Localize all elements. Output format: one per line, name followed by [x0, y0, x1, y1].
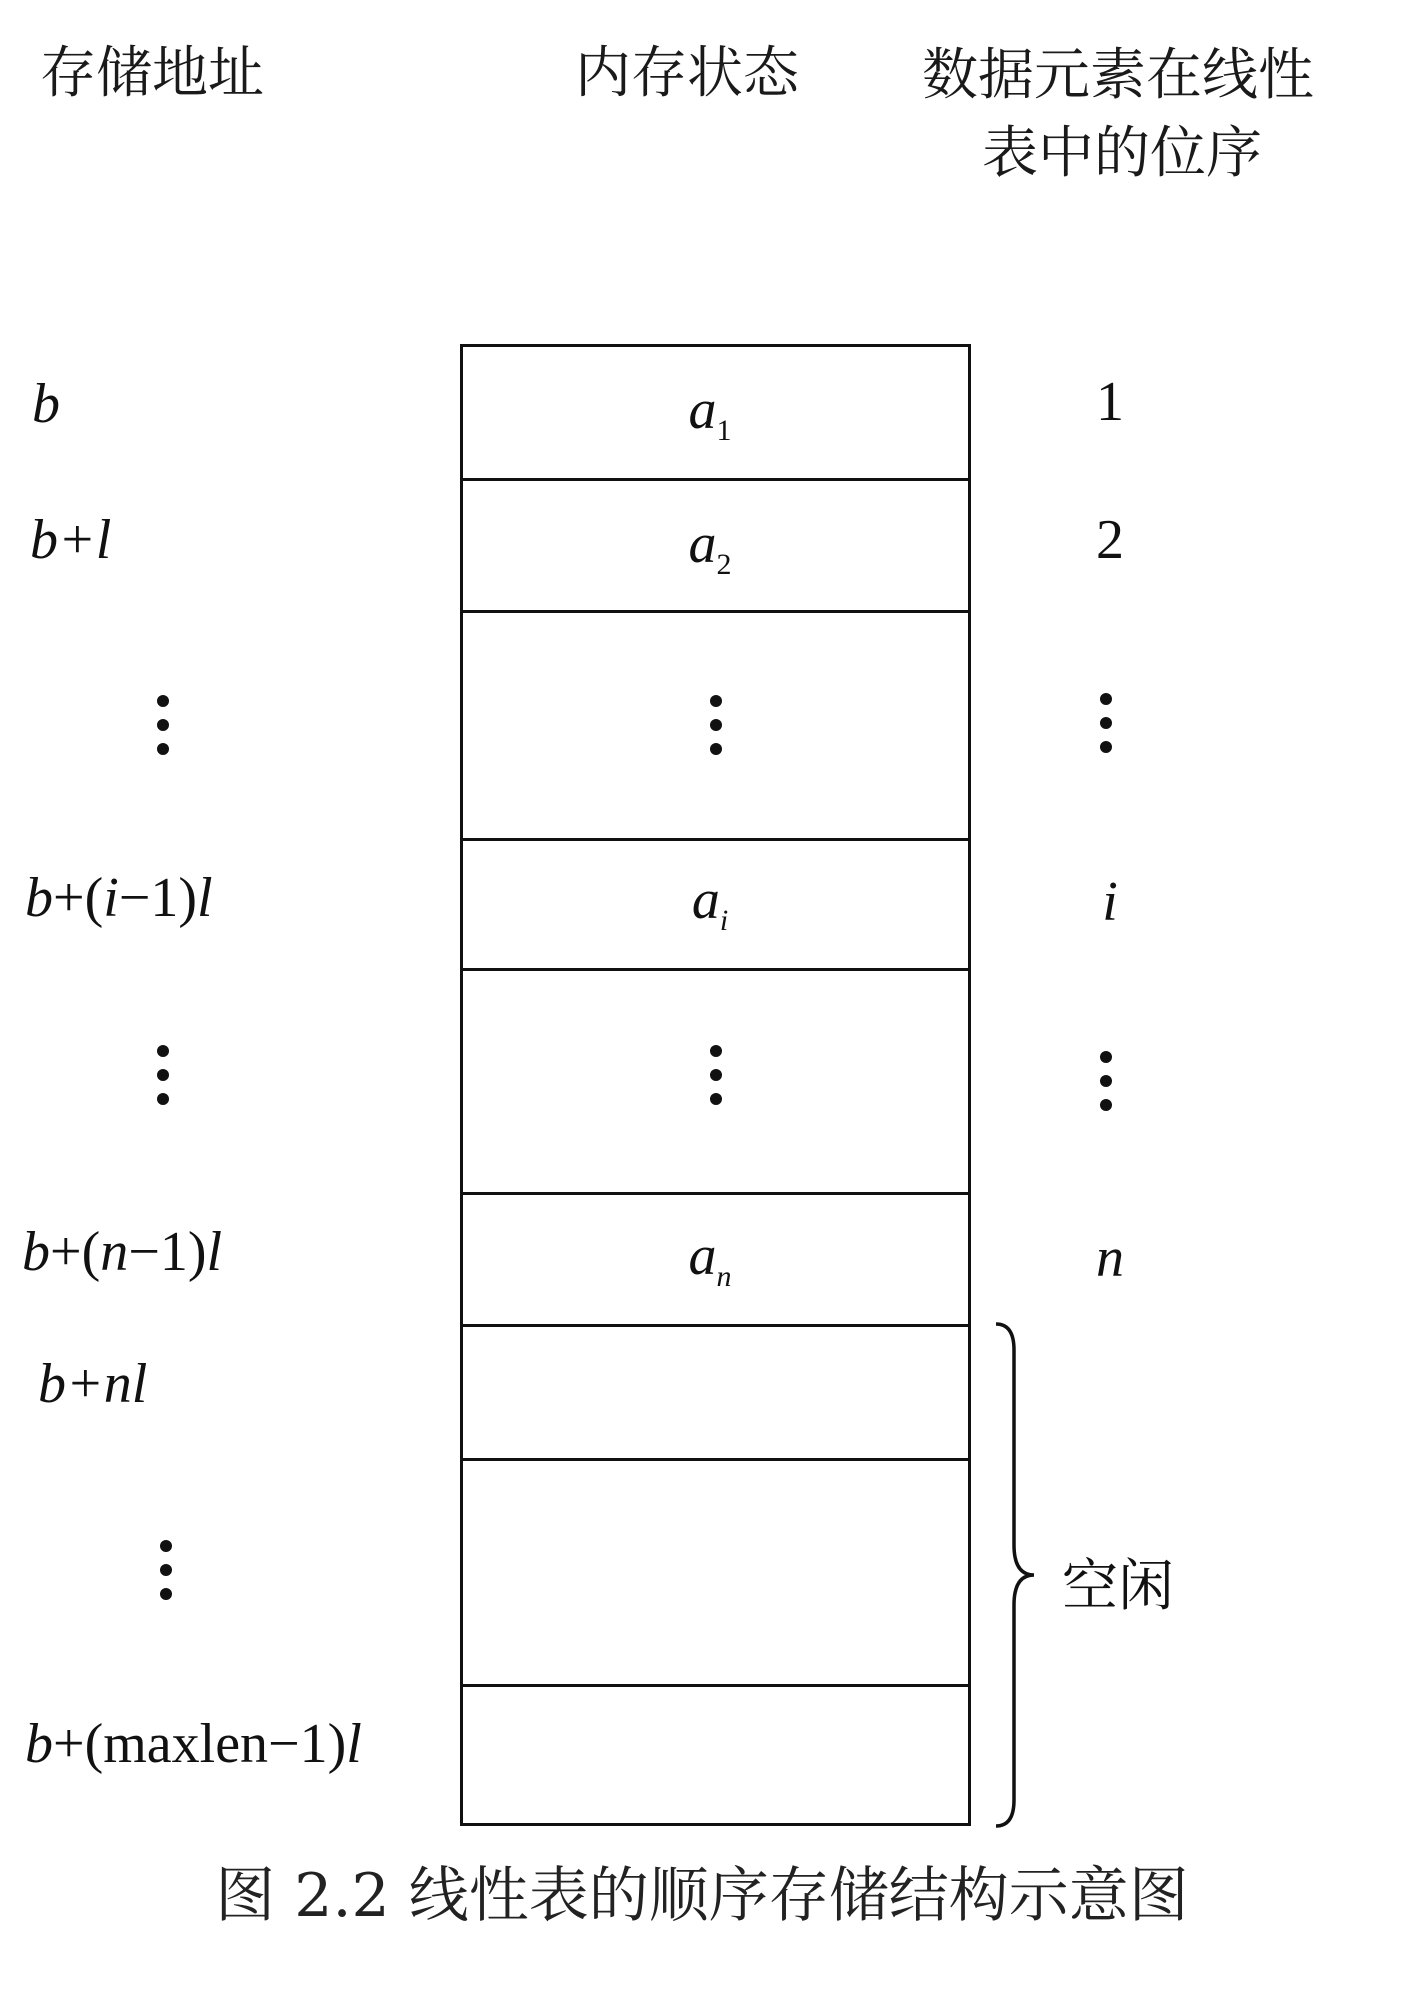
ellipsis-address-icon: [157, 1045, 169, 1105]
free-space-label: 空闲: [1062, 1554, 1174, 1619]
address-row-i: b+(i−1)l: [25, 867, 213, 929]
address-row-n: b+(n−1)l: [22, 1221, 223, 1283]
cell-divider: [460, 1192, 971, 1195]
element-a2: $a_2$: [688, 513, 732, 582]
element-a1: $a_1$: [688, 379, 732, 448]
cell-divider: [460, 838, 971, 841]
ellipsis-address-icon: [157, 695, 169, 755]
order-1: 1: [1096, 371, 1124, 433]
ellipsis-memory-icon: [710, 1045, 722, 1105]
free-space-brace-icon: [990, 1320, 1050, 1830]
address-row-nl: b+nl: [38, 1353, 148, 1415]
ellipsis-order-icon: [1100, 1051, 1112, 1111]
order-2: 2: [1096, 509, 1124, 571]
header-memory-state: 内存状态: [575, 41, 799, 106]
order-n: n: [1096, 1227, 1124, 1289]
header-position-line1: 数据元素在线性: [922, 43, 1314, 108]
cell-divider: [460, 1324, 971, 1327]
ellipsis-order-icon: [1100, 693, 1112, 753]
cell-divider: [460, 968, 971, 971]
order-i: i: [1102, 871, 1118, 933]
ellipsis-address-icon: [160, 1540, 172, 1600]
cell-divider: [460, 610, 971, 613]
header-position-line2: 表中的位序: [982, 121, 1262, 186]
address-row-2: b+l: [30, 509, 112, 571]
ellipsis-memory-icon: [710, 695, 722, 755]
cell-divider: [460, 1458, 971, 1461]
cell-divider: [460, 1684, 971, 1687]
element-ai: $a_i$: [691, 869, 729, 938]
address-row-maxlen: b+(maxlen−1)l: [25, 1713, 362, 1775]
cell-divider: [460, 478, 971, 481]
address-row-1: b: [32, 373, 60, 435]
figure-caption: 图 2.2 线性表的顺序存储结构示意图: [215, 1861, 1189, 1931]
header-address: 存储地址: [40, 41, 264, 106]
element-an: $a_n$: [688, 1225, 732, 1294]
